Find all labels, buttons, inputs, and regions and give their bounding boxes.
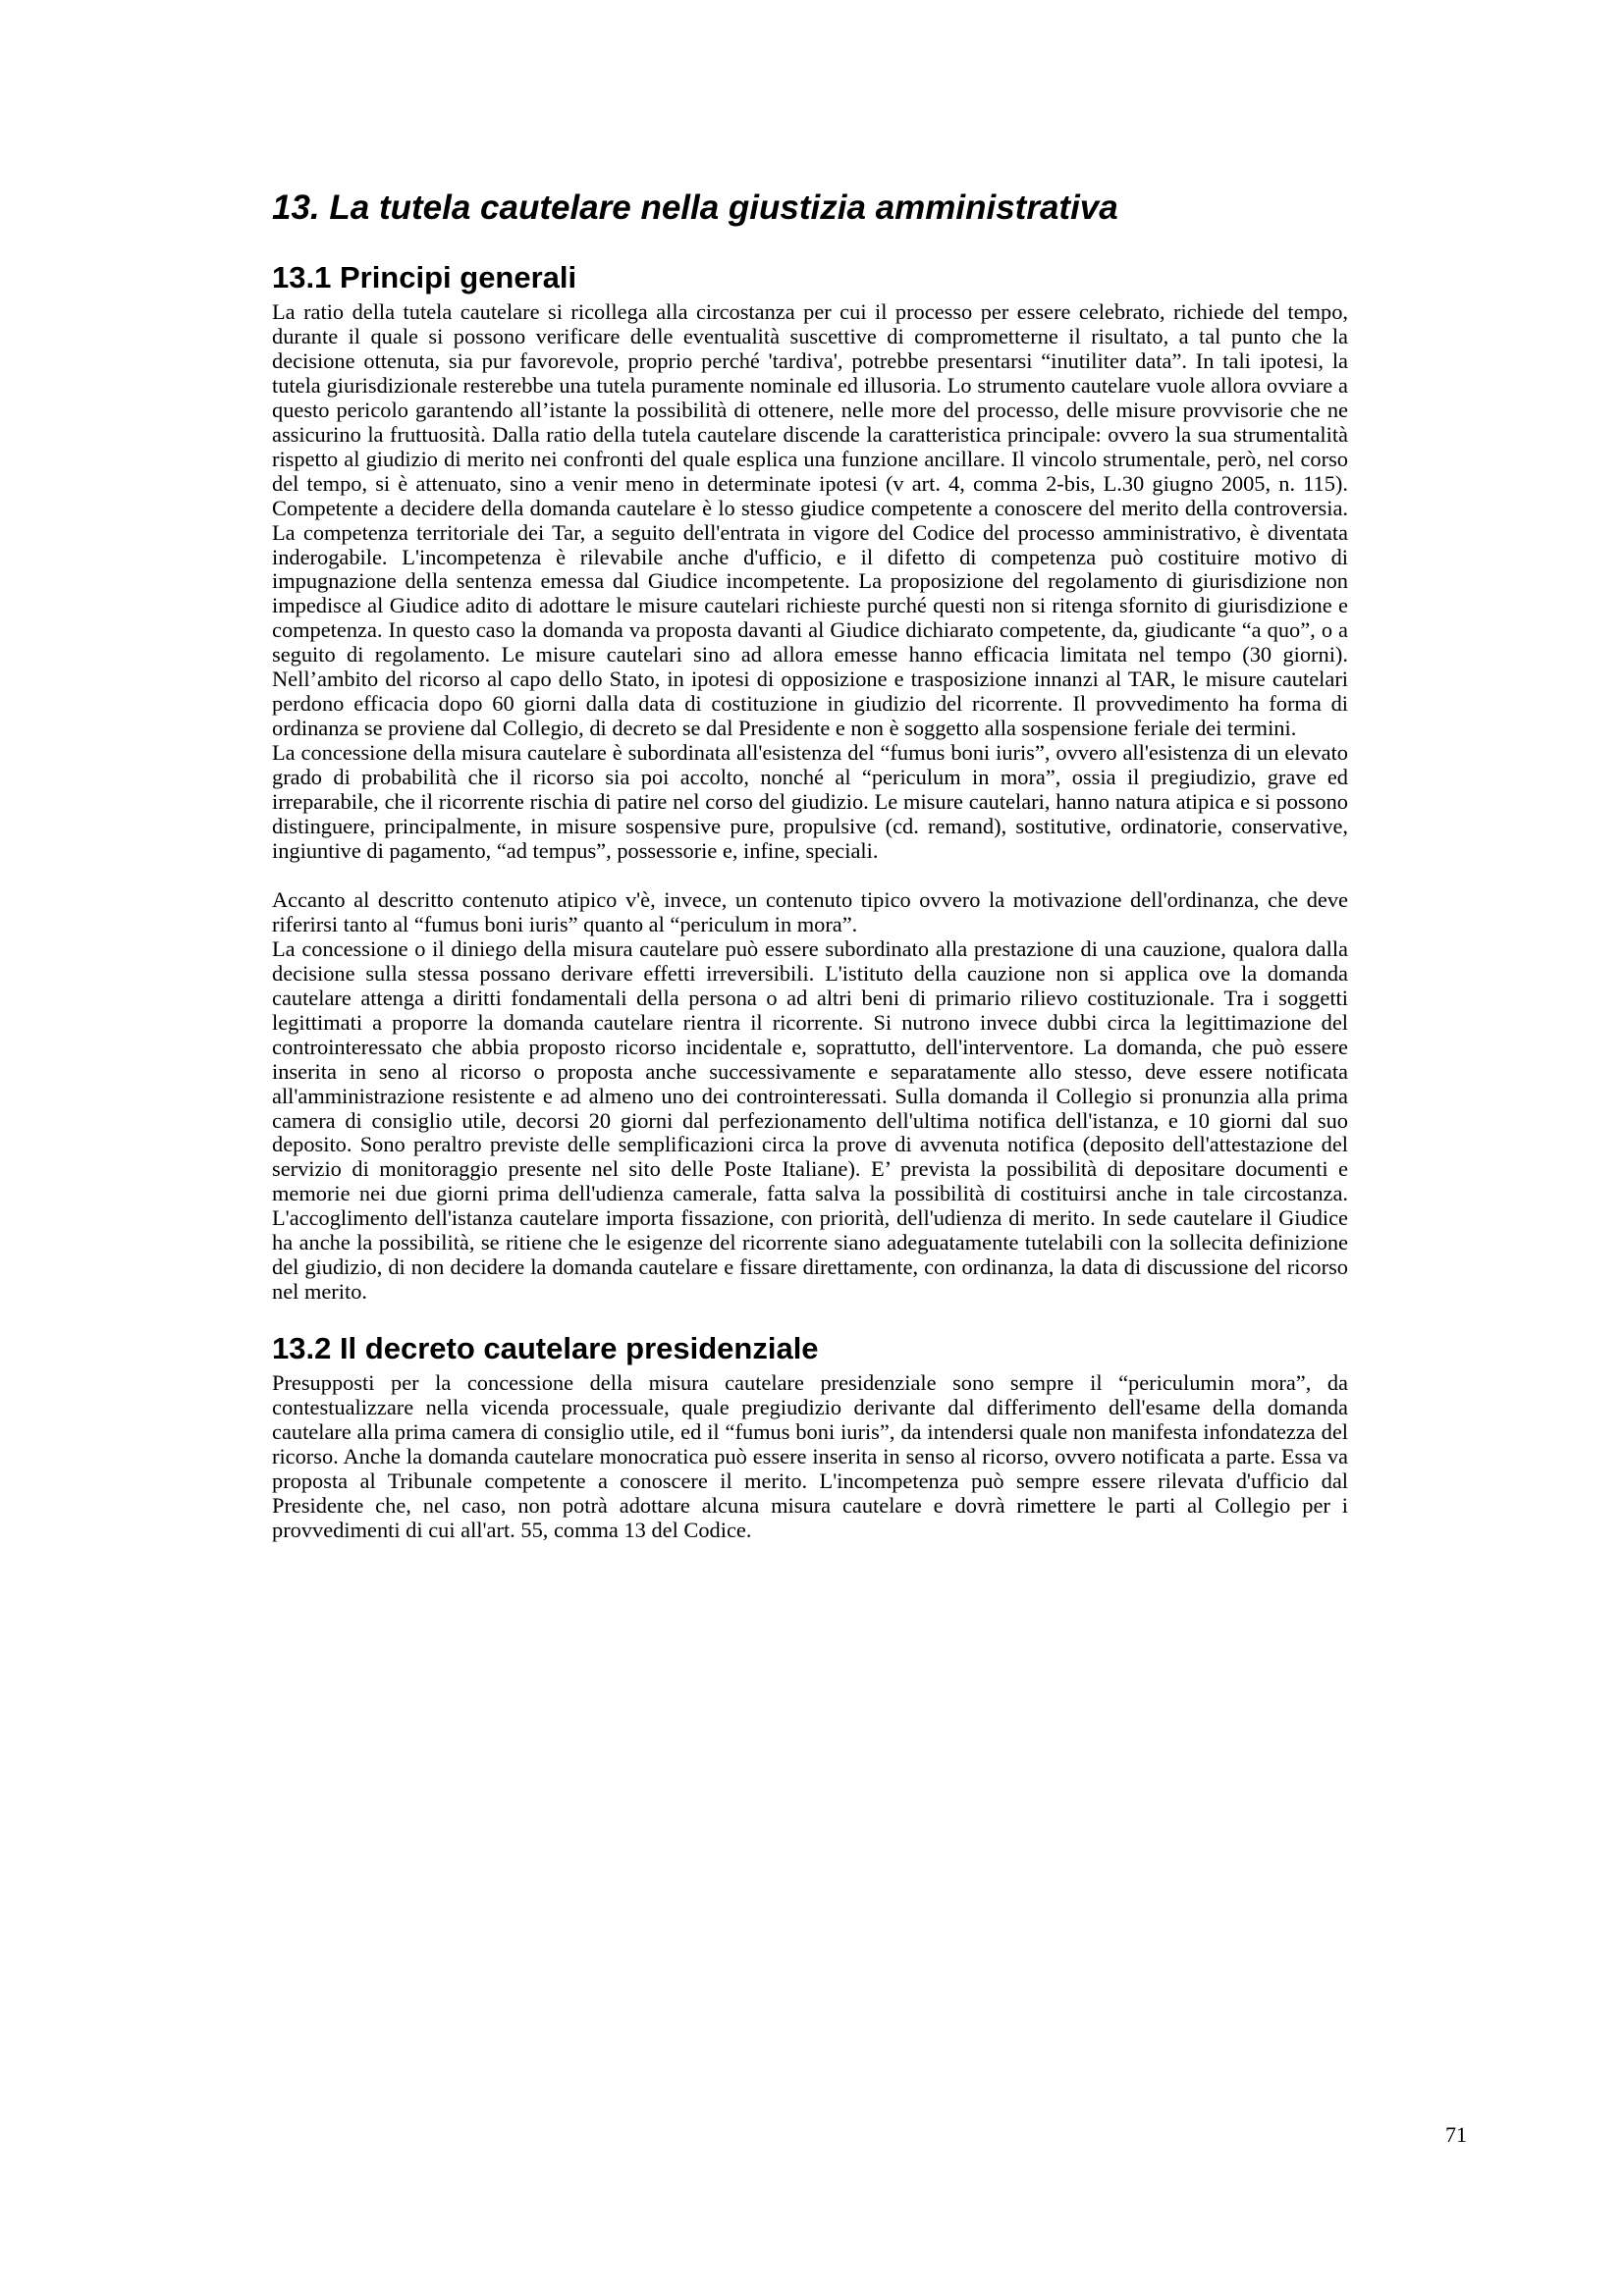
paragraph-concessione-misura: La concessione della misura cautelare è subordinata all'esistenza del “fumus boni iuris”, ovvero all'esistenza di un elevato grado di probabilità che il ricorso sia poi accolto, nonché al “periculum in mora”, ossia il pregiudizio, grave ed irreparabile, che il ricorrente rischia di patire nel corso del giudizio. Le misure cautelari, hanno natura atipica e si possono distinguere, principalmente, in misure sospensive pure, propulsive (cd. remand), sostitutive, ordinatorie, conservative, ingiuntive di pagamento, “ad tempus”, possessorie e, infine, speciali.	[272, 740, 1348, 863]
chapter-title: 13. La tutela cautelare nella giustizia amministrativa	[272, 188, 1118, 227]
paragraph-contenuto-tipico: Accanto al descritto contenuto atipico v'è, invece, un contenuto tipico ovvero la motivazione dell'ordinanza, che deve riferirsi tanto al “fumus boni iuris” quanto al “periculum in mora”.	[272, 886, 1348, 936]
document-page	[272, 187, 1348, 1543]
section-title-principi-generali: 13.1 Principi generali	[272, 260, 577, 294]
page-number: 71	[1445, 2122, 1467, 2147]
paragraph-presupposti-decreto: Presupposti per la concessione della misura cautelare presidenziale sono sempre il “periculumin mora”, da contestualizzare nella vicenda processuale, quale pregiudizio derivante dal differimento dell'esame della domanda cautelare alla prima camera di consiglio utile, ed il “fumus boni iuris”, da intendersi quale non manifesta infondatezza del ricorso. Anche la domanda cautelare monocratica può essere inserita in senso al ricorso, ovvero notificata a parte. Essa va proposta al Tribunale competente a conoscere il merito. L'incompetenza può sempre essere rilevata d'ufficio dal Presidente che, nel caso, non potrà adottare alcuna misura cautelare e dovrà rimettere le parti al Collegio per i provvedimenti di cui all'art. 55, comma 13 del Codice.	[272, 1370, 1348, 1542]
paragraph-ratio-tutela-cautelare: La ratio della tutela cautelare si ricollega alla circostanza per cui il processo per essere celebrato, richiede del tempo, durante il quale si possono verificare delle eventualità suscettive di comprometterne il risultato, a tal punto che la decisione ottenuta, sia pur favorevole, proprio perché 'tardiva', potrebbe presentarsi “inutiliter data”. In tali ipotesi, la tutela giurisdizionale resterebbe una tutela puramente nominale ed illusoria. Lo strumento cautelare vuole allora ovviare a questo pericolo garantendo all’istante la possibilità di ottenere, nelle more del processo, delle misure provvisorie che ne assicurino la fruttuosità. Dalla ratio della tutela cautelare discende la caratteristica principale: ovvero la sua strumentalità rispetto al giudizio di merito nei confronti del quale esplica una funzione ancillare. Il vincolo strumentale, però, nel corso del tempo, si è attenuato, sino a venir meno in determinate ipotesi (v art. 4, comma 2-bis, L.30 giugno 2005, n. 115). Competente a decidere della domanda cautelare è lo stesso giudice competente a conoscere del merito della controversia. La competenza territoriale dei Tar, a seguito dell'entrata in vigore del Codice del processo amministrativo, è diventata inderogabile. L'incompetenza è rilevabile anche d'ufficio, e il difetto di competenza può costituire motivo di impugnazione della sentenza emessa dal Giudice incompetente. La proposizione del regolamento di giurisdizione non impedisce al Giudice adito di adottare le misure cautelari richieste purché questi non si ritenga sfornito di giurisdizione e competenza. In questo caso la domanda va proposta davanti al Giudice dichiarato competente, da, giudicante “a quo”, o a seguito di regolamento. Le misure cautelari sino ad allora emesse hanno efficacia limitata nel tempo (30 giorni). Nell’ambito del ricorso al capo dello Stato, in ipotesi di opposizione e trasposizione innanzi al TAR, le misure cautelari perdono efficacia dopo 60 giorni dalla data di costituzione in giudizio del ricorrente. Il provvedimento ha forma di ordinanza se proviene dal Collegio, di decreto se dal Presidente e non è soggetto alla sospensione feriale dei termini.	[272, 299, 1348, 741]
paragraph-cauzione: La concessione o il diniego della misura cautelare può essere subordinato alla prestazione di una cauzione, qualora dalla decisione sulla stessa possano derivare effetti irreversibili. L'istituto della cauzione non si applica ove la domanda cautelare attenga a diritti fondamentali della persona o ad altri beni di primario rilievo costituzionale. Tra i soggetti legittimati a proporre la domanda cautelare rientra il ricorrente. Si nutrono invece dubbi circa la legittimazione del controinteressato che abbia proposto ricorso incidentale e, soprattutto, dell'interventore. La domanda, che può essere inserita in seno al ricorso o proposta anche successivamente e separatamente allo stesso, deve essere notificata all'amministrazione resistente e ad almeno uno dei controinteressati. Sulla domanda il Collegio si pronunzia alla prima camera di consiglio utile, decorsi 20 giorni dal perfezionamento dell'ultima notifica dell'istanza, e 10 giorni dal suo deposito. Sono peraltro previste delle semplificazioni circa la prove di avvenuta notifica (deposito dell'attestazione del servizio di monitoraggio presente nel sito delle Poste Italiane). E’ prevista la possibilità di depositare documenti e memorie nei due giorni prima dell'udienza camerale, fatta salva la possibilità di costituirsi anche in tale circostanza. L'accoglimento dell'istanza cautelare importa fissazione, con priorità, dell'udienza di merito. In sede cautelare il Giudice ha anche la possibilità, se ritiene che le esigenze del ricorrente siano adeguatamente tutelabili con la sollecita definizione del giudizio, di non decidere la domanda cautelare e fissare direttamente, con ordinanza, la data di discussione del ricorso nel merito.	[272, 935, 1348, 1305]
section-title-decreto-presidenziale: 13.2 Il decreto cautelare presidenziale	[272, 1331, 819, 1366]
